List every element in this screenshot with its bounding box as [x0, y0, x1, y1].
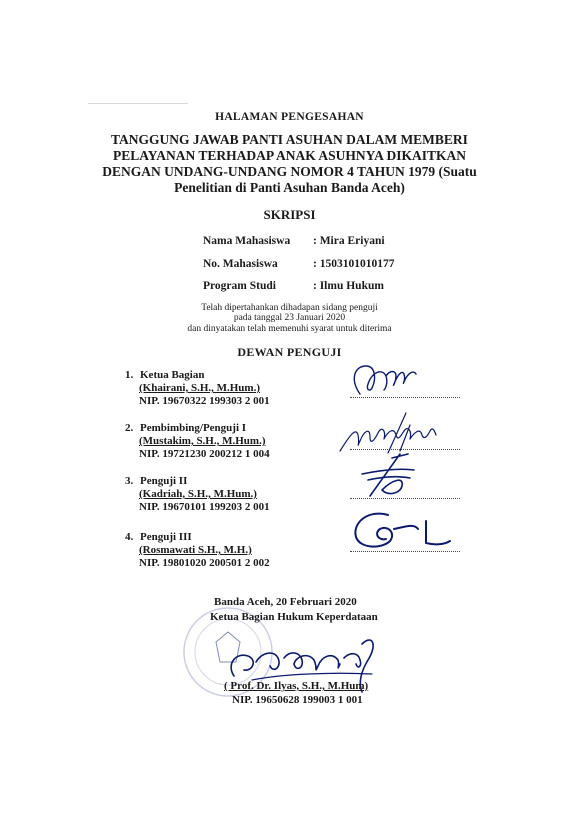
examiner-2-name: (Mustakim, S.H., M.Hum.)	[139, 435, 266, 447]
examiner-3-signature	[352, 450, 432, 500]
board-title: DEWAN PENGUJI	[237, 345, 342, 359]
examiner-3-nip: NIP. 19670101 199203 2 001	[139, 501, 270, 513]
signatory-position: Ketua Bagian Hukum Keperdataan	[210, 611, 378, 623]
thesis-title-line-1: TANGGUNG JAWAB PANTI ASUHAN DALAM MEMBERI	[111, 132, 468, 147]
student-name-value: : Mira Eriyani	[313, 235, 385, 247]
page-title: HALAMAN PENGESAHAN	[215, 111, 364, 123]
examiner-4-number: 4.	[125, 531, 134, 543]
examiner-2-signature	[336, 405, 456, 455]
place-and-date: Banda Aceh, 20 Februari 2020	[214, 596, 357, 608]
examiner-2-role: 2. Pembimbing/Penguji I	[125, 422, 247, 434]
examiner-1-name: (Khairani, S.H., M.Hum.)	[139, 382, 261, 394]
statement-line-1: Telah dipertahankan dihadapan sidang penguji	[201, 303, 378, 313]
statement-line-2: pada tanggal 23 Januari 2020	[233, 313, 346, 323]
examiner-4-nip: NIP. 19801020 200501 2 002	[139, 557, 270, 569]
document-type: SKRIPSI	[263, 207, 316, 222]
thesis-title-line-3: DENGAN UNDANG-UNDANG NOMOR 4 TAHUN 1979 (Suatu	[102, 164, 477, 179]
examiner-4-signature	[348, 503, 458, 555]
examiner-3-name: (Kadriah, S.H., M.Hum.)	[139, 488, 257, 500]
examiner-4-role: 4. Penguji III	[125, 531, 192, 543]
thesis-title-line-2: PELAYANAN TERHADAP ANAK ASUHNYA DIKAITKAN	[112, 148, 467, 163]
examiner-4-name: (Rosmawati S.H., M.H.)	[139, 544, 252, 556]
examiner-2-nip: NIP. 19721230 200212 1 004	[139, 448, 270, 460]
student-number-label: No. Mahasiswa	[203, 258, 278, 270]
examiner-1-signature	[342, 360, 452, 400]
scan-artifact	[88, 103, 188, 104]
statement-line-3: dan dinyatakan telah memenuhi syarat untuk diterima	[187, 324, 392, 334]
examiner-2-number: 2.	[125, 422, 134, 434]
signatory-name: ( Prof. Dr. Ilyas, S.H., M.Hum)	[224, 680, 369, 692]
thesis-title-line-4: Penelitian di Panti Asuhan Banda Aceh)	[174, 180, 405, 195]
examiner-1-number: 1.	[125, 369, 134, 381]
signatory-nip: NIP. 19650628 199003 1 001	[232, 694, 363, 706]
examiner-1-role: 1. Ketua Bagian	[125, 369, 205, 381]
examiner-3-number: 3.	[125, 475, 134, 487]
study-program-value: : Ilmu Hukum	[313, 280, 384, 292]
student-name-label: Nama Mahasiswa	[203, 235, 291, 247]
examiner-3-role: 3. Penguji II	[125, 475, 188, 487]
study-program-label: Program Studi	[203, 280, 276, 292]
student-number-value: : 1503101010177	[313, 258, 395, 270]
examiner-1-nip: NIP. 19670322 199303 2 001	[139, 395, 270, 407]
